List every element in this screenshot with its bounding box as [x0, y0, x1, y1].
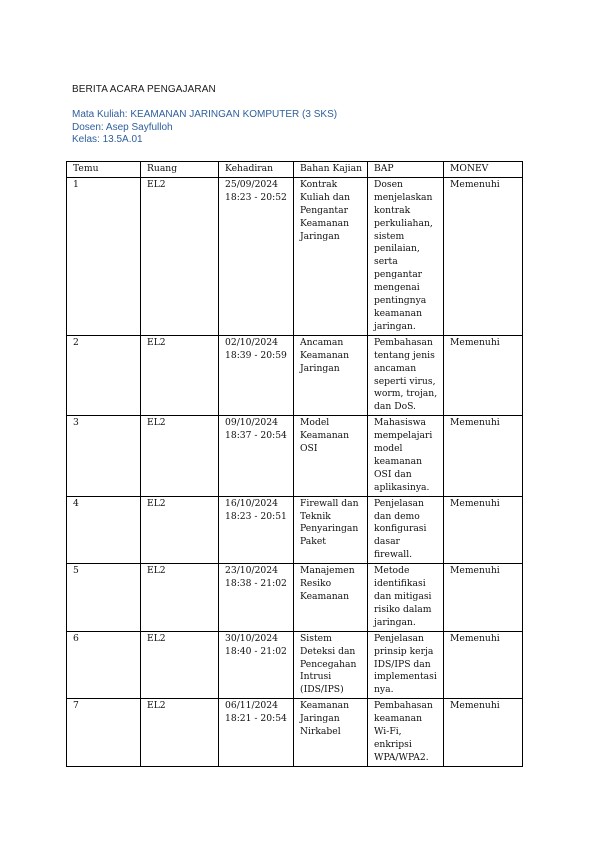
cell-bahan-kajian: [294, 177, 368, 335]
cell-kehadiran: [219, 416, 294, 496]
table-header-row: [67, 162, 523, 178]
cell-temu: 7: [67, 699, 141, 767]
cell-bap-line: enkripsi: [374, 738, 412, 750]
cell-bahan-kajian-line: Deteksi dan: [300, 645, 356, 657]
cell-ruang: EL2: [141, 335, 219, 415]
cell-bap-line: identifikasi: [374, 578, 426, 590]
table-row: [67, 335, 523, 415]
cell-monev: Memenuhi: [444, 416, 523, 496]
cell-bap-line: menjelaskan: [374, 191, 433, 203]
cell-bap-line: serta: [374, 256, 398, 268]
cell-ruang: EL2: [141, 631, 219, 699]
cell-bahan-kajian-line: Ancaman: [300, 336, 344, 348]
cell-bap-line: mengenai: [374, 282, 420, 294]
cell-temu: 2: [67, 335, 141, 415]
cell-bahan-kajian-line: Firewall dan: [300, 497, 359, 509]
cell-temu: 1: [67, 177, 141, 335]
lecturer-name: Dosen: Asep Sayfulloh: [72, 121, 173, 133]
cell-bap-line: ancaman: [374, 362, 417, 374]
cell-bap-line: implementasi: [374, 671, 437, 683]
cell-bap-line: WPA/WPA2.: [374, 751, 429, 763]
cell-monev: Memenuhi: [444, 496, 523, 564]
cell-kehadiran-line: 18:37 - 20:54: [225, 430, 287, 442]
cell-bap: [368, 631, 444, 699]
cell-kehadiran: [219, 564, 294, 632]
cell-ruang: EL2: [141, 699, 219, 767]
cell-bap-line: mempelajari: [374, 430, 433, 442]
cell-kehadiran: [219, 335, 294, 415]
cell-kehadiran-line: 30/10/2024: [225, 632, 278, 644]
cell-bap-line: dan demo: [374, 510, 420, 522]
cell-bahan-kajian-line: Kontrak: [300, 178, 338, 190]
cell-bahan-kajian-line: Keamanan: [300, 349, 350, 361]
cell-bap-line: Wi-Fi,: [374, 726, 402, 738]
cell-bahan-kajian-line: OSI: [300, 443, 318, 455]
cell-bap-line: perkuliahan,: [374, 217, 433, 229]
cell-bap-line: Mahasiswa: [374, 417, 426, 429]
cell-bahan-kajian-line: Resiko: [300, 578, 332, 590]
table-row: [67, 564, 523, 632]
cell-bap-line: aplikasinya.: [374, 481, 430, 493]
cell-bap-line: OSI dan: [374, 468, 412, 480]
header-kehadiran: Kehadiran: [219, 162, 294, 178]
cell-bahan-kajian-line: Pengantar: [300, 204, 348, 216]
table-row: [67, 416, 523, 496]
cell-temu: 3: [67, 416, 141, 496]
cell-bahan-kajian-line: Keamanan: [300, 217, 350, 229]
cell-bahan-kajian-line: Jaringan: [300, 230, 340, 242]
class-code: Kelas: 13.5A.01: [72, 134, 143, 145]
cell-monev: Memenuhi: [444, 564, 523, 632]
course-name: Mata Kuliah: KEAMANAN JARINGAN KOMPUTER (3 SKS): [72, 109, 338, 120]
cell-bap-line: pentingnya: [374, 295, 427, 307]
cell-ruang: EL2: [141, 177, 219, 335]
cell-bap-line: pengantar: [374, 269, 423, 281]
cell-temu: 5: [67, 564, 141, 632]
cell-kehadiran-line: 18:39 - 20:59: [225, 349, 287, 361]
cell-kehadiran-line: 18:40 - 21:02: [225, 645, 287, 657]
cell-kehadiran-line: 02/10/2024: [225, 336, 278, 348]
cell-bap-line: sistem: [374, 230, 405, 242]
cell-bap-line: keamanan: [374, 307, 422, 319]
header-ruang: Ruang: [141, 162, 219, 178]
cell-monev: Memenuhi: [444, 177, 523, 335]
cell-bap-line: firewall.: [374, 549, 413, 561]
cell-bap-line: tentang jenis: [374, 349, 435, 361]
cell-temu: 6: [67, 631, 141, 699]
cell-bap-line: risiko dalam: [374, 603, 432, 615]
cell-kehadiran-line: 06/11/2024: [225, 700, 278, 712]
cell-bap: [368, 335, 444, 415]
cell-bap-line: nya.: [374, 684, 394, 696]
cell-monev: Memenuhi: [444, 335, 523, 415]
cell-bahan-kajian-line: Nirkabel: [300, 726, 341, 738]
cell-bap: [368, 416, 444, 496]
cell-bahan-kajian: [294, 335, 368, 415]
teaching-record-table: [66, 161, 523, 767]
cell-monev: Memenuhi: [444, 631, 523, 699]
cell-ruang: EL2: [141, 496, 219, 564]
header-temu: Temu: [67, 162, 141, 178]
table-row: [67, 496, 523, 564]
cell-kehadiran-line: 18:21 - 20:54: [225, 713, 287, 725]
cell-bahan-kajian-line: (IDS/IPS): [300, 684, 344, 696]
cell-bap-line: Dosen: [374, 178, 403, 190]
cell-bahan-kajian: [294, 699, 368, 767]
cell-bahan-kajian-line: Jaringan: [300, 713, 340, 725]
cell-bap-line: seperti virus,: [374, 375, 436, 387]
cell-bahan-kajian-line: Keamanan: [300, 700, 350, 712]
cell-bap-line: jaringan.: [374, 320, 416, 332]
document-title: BERITA ACARA PENGAJARAN: [72, 84, 216, 95]
cell-bap-line: Pembahasan: [374, 700, 433, 712]
header-monev: MONEV: [444, 162, 523, 178]
cell-bap-line: Penjelasan: [374, 497, 424, 509]
cell-bap-line: Pembahasan: [374, 336, 433, 348]
cell-bahan-kajian-line: Manajemen: [300, 565, 355, 577]
cell-bahan-kajian-line: Paket: [300, 536, 326, 548]
cell-bap-line: IDS/IPS dan: [374, 658, 431, 670]
header-bahan-kajian: Bahan Kajian: [294, 162, 368, 178]
cell-bahan-kajian: [294, 631, 368, 699]
cell-bap-line: jaringan.: [374, 616, 416, 628]
cell-bahan-kajian-line: Intrusi: [300, 671, 332, 683]
cell-kehadiran: [219, 699, 294, 767]
cell-kehadiran: [219, 631, 294, 699]
cell-bahan-kajian-line: Kuliah dan: [300, 191, 351, 203]
cell-kehadiran-line: 18:23 - 20:51: [225, 510, 287, 522]
cell-bap-line: keamanan: [374, 713, 422, 725]
cell-bap-line: Penjelasan: [374, 632, 424, 644]
cell-kehadiran-line: 16/10/2024: [225, 497, 278, 509]
cell-bahan-kajian-line: Keamanan: [300, 591, 350, 602]
cell-bap: [368, 496, 444, 564]
header-bap: BAP: [368, 162, 444, 178]
cell-kehadiran-line: 25/09/2024: [225, 178, 278, 190]
cell-kehadiran-line: 18:38 - 21:02: [225, 578, 287, 590]
cell-bahan-kajian: [294, 564, 368, 632]
table-row: [67, 699, 523, 767]
cell-ruang: EL2: [141, 564, 219, 632]
cell-bap-line: keamanan: [374, 455, 422, 467]
cell-kehadiran-line: 18:23 - 20:52: [225, 191, 287, 203]
cell-bap-line: model: [374, 443, 403, 455]
cell-bap-line: dasar: [374, 536, 400, 548]
cell-kehadiran: [219, 496, 294, 564]
course-info: [72, 109, 337, 147]
cell-bap: [368, 177, 444, 335]
cell-bahan-kajian-line: Teknik: [300, 510, 331, 522]
cell-bap-line: dan DoS.: [374, 401, 416, 413]
cell-bap-line: Metode: [374, 565, 410, 577]
cell-bahan-kajian-line: Model: [300, 417, 330, 429]
cell-bahan-kajian: [294, 496, 368, 564]
cell-bap-line: kontrak: [374, 204, 411, 216]
cell-monev: Memenuhi: [444, 699, 523, 767]
cell-bahan-kajian-line: Jaringan: [300, 362, 340, 374]
cell-bap-line: prinsip kerja: [374, 645, 434, 657]
cell-bap: [368, 699, 444, 767]
cell-bahan-kajian-line: Pencegahan: [300, 658, 357, 670]
cell-bahan-kajian-line: Sistem: [300, 632, 332, 644]
cell-ruang: EL2: [141, 416, 219, 496]
cell-kehadiran-line: 23/10/2024: [225, 565, 278, 577]
cell-temu: 4: [67, 496, 141, 564]
cell-bap-line: worm, trojan,: [374, 388, 438, 400]
cell-bap: [368, 564, 444, 632]
cell-bahan-kajian-line: Penyaringan: [300, 523, 359, 535]
cell-bap-line: penilaian,: [374, 243, 420, 255]
cell-bap-line: konfigurasi: [374, 523, 427, 535]
cell-kehadiran: [219, 177, 294, 335]
cell-kehadiran-line: 09/10/2024: [225, 417, 278, 429]
cell-bahan-kajian-line: Keamanan: [300, 430, 350, 442]
table-row: [67, 631, 523, 699]
cell-bahan-kajian: [294, 416, 368, 496]
table-row: [67, 177, 523, 335]
cell-bap-line: dan mitigasi: [374, 591, 432, 602]
